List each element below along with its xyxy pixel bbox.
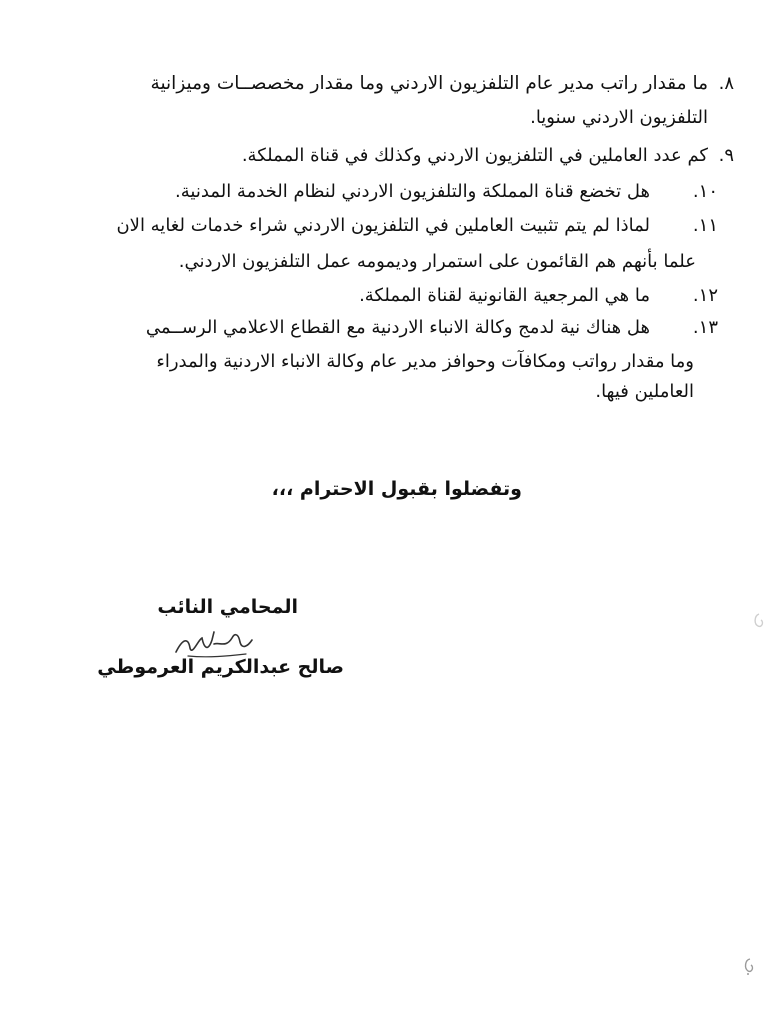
item-8-number: ٨. (718, 73, 734, 94)
item-10-line-1: هل تخضع قناة المملكة والتلفزيون الاردني لنظام الخدمة المدنية. (175, 181, 650, 202)
item-11-line-1: لماذا لم يتم تثبيت العاملين في التلفزيون الاردني شراء خدمات لغايه الان (116, 215, 650, 236)
item-13-line-3: العاملين فيها. (595, 381, 694, 402)
item-11-number: ١١. (692, 215, 718, 236)
item-8-line-1: ما مقدار راتب مدير عام التلفزيون الاردني وما مقدار مخصصــات وميزانية (150, 73, 708, 94)
item-13-line-1: هل هناك نية لدمج وكالة الانباء الاردنية مع القطاع الاعلامي الرســمي (145, 317, 650, 338)
item-12-line-1: ما هي المرجعية القانونية لقناة المملكة. (359, 285, 650, 306)
scan-mark-icon (742, 956, 756, 976)
signatory-name: صالح عبدالكريم العرموطي (97, 656, 344, 678)
item-13-line-2: وما مقدار رواتب ومكافآت وحوافز مدير عام وكالة الانباء الاردنية والمدراء (156, 351, 694, 372)
scan-mark-icon (752, 612, 766, 632)
item-8-line-2: التلفزيون الاردني سنويا. (530, 107, 708, 128)
item-10-number: ١٠. (692, 181, 718, 202)
item-13-number: ١٣. (692, 317, 718, 338)
item-9-number: ٩. (718, 145, 734, 166)
signatory-title: المحامي النائب (157, 596, 298, 618)
closing-salutation: وتفضلوا بقبول الاحترام ،،، (271, 478, 522, 500)
item-12-number: ١٢. (692, 285, 718, 306)
item-11-line-2: علما بأنهم هم القائمون على استمرار وديمومه عمل التلفزيون الاردني. (178, 251, 696, 272)
item-9-line-1: كم عدد العاملين في التلفزيون الاردني وكذلك في قناة المملكة. (241, 145, 708, 166)
